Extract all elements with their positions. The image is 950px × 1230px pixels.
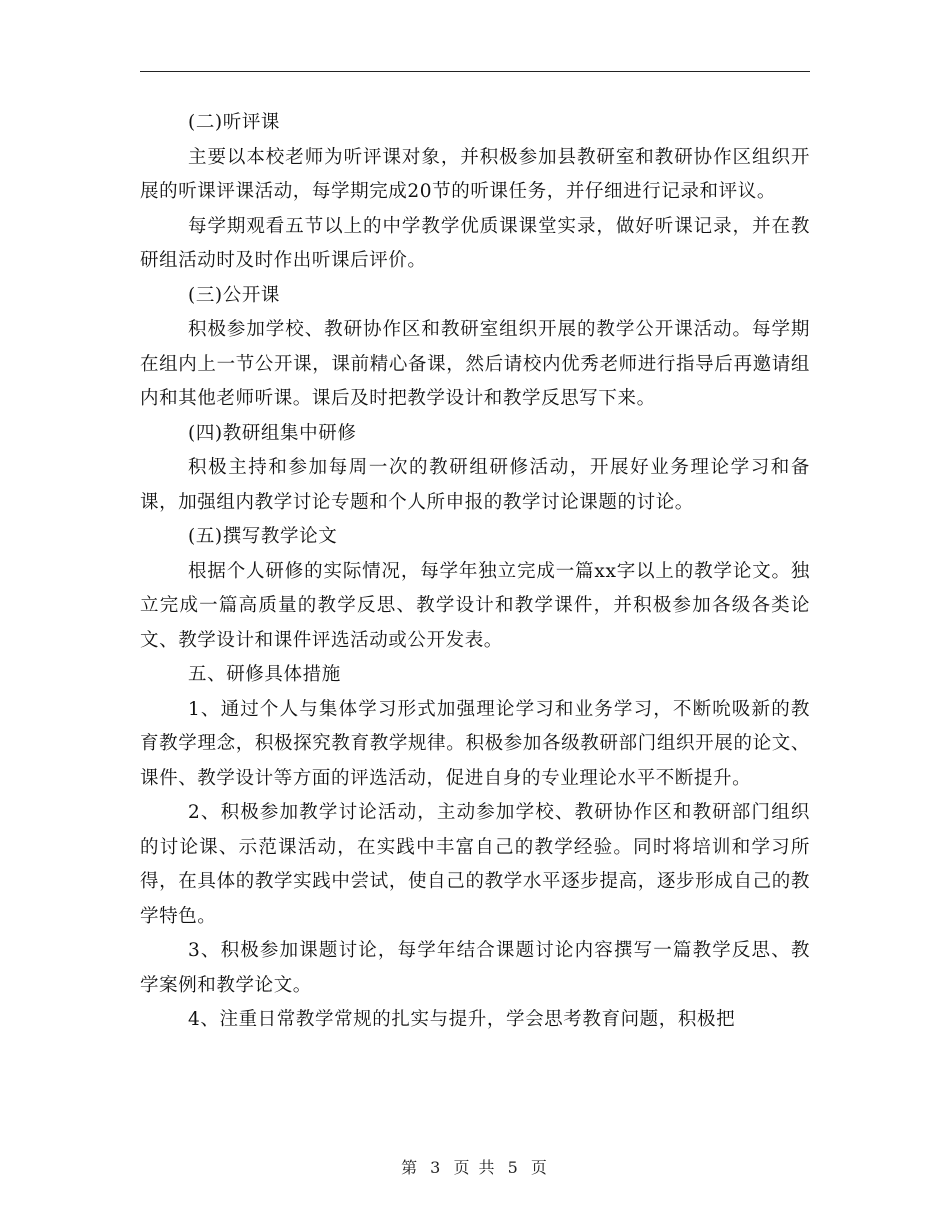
list-item: 3、积极参加课题讨论，每学年结合课题讨论内容撰写一篇教学反思、教学案例和教学论文。 <box>140 940 810 996</box>
footer-total-pages: 5 <box>507 1158 520 1177</box>
section-heading-write-papers: (五)撰写教学论文 <box>188 526 338 547</box>
paragraph: 积极主持和参加每周一次的教研组研修活动，开展好业务理论学习和备课，加强组内教学讨论专题和个人所申报的教学讨论课题的讨论。 <box>140 457 810 513</box>
header-rule <box>140 71 810 72</box>
section-heading-listen-evaluate: (二)听评课 <box>188 112 281 133</box>
paragraph: 根据个人研修的实际情况，每学年独立完成一篇xx字以上的教学论文。独立完成一篇高质量的教学反思、教学设计和教学课件，并积极参加各级各类论文、教学设计和课件评选活动或公开发表。 <box>140 560 810 651</box>
footer-current-page: 3 <box>430 1158 443 1177</box>
footer-suffix: 页 <box>530 1158 549 1177</box>
document-body <box>140 106 810 1038</box>
section-heading-measures: 五、研修具体措施 <box>188 664 341 685</box>
paragraph: 主要以本校老师为听评课对象，并积极参加县教研室和教研协作区组织开展的听课评课活动，每学期完成20节的听课任务，并仔细进行记录和评议。 <box>140 146 810 202</box>
footer-prefix: 第 <box>401 1158 420 1177</box>
page-footer <box>0 1155 950 1178</box>
footer-middle: 页 共 <box>453 1158 497 1177</box>
section-heading-group-study: (四)教研组集中研修 <box>188 422 357 444</box>
section-heading-open-class: (三)公开课 <box>188 284 281 306</box>
list-item: 2、积极参加教学讨论活动，主动参加学校、教研协作区和教研部门组织的讨论课、示范课活动，在实践中丰富自己的教学经验。同时将培训和学习所得，在具体的教学实践中尝试，使自己的教学水平逐步提高，逐步形成自己的教学特色。 <box>140 802 810 927</box>
paragraph: 积极参加学校、教研协作区和教研室组织开展的教学公开课活动。每学期在组内上一节公开课，课前精心备课，然后请校内优秀老师进行指导后再邀请组内和其他老师听课。课后及时把教学设计和教学反思写下来。 <box>140 319 810 409</box>
list-item: 1、通过个人与集体学习形式加强理论学习和业务学习，不断吮吸新的教育教学理念，积极探究教育教学规律。积极参加各级教研部门组织开展的论文、课件、教学设计等方面的评选活动，促进自身的专业理论水平不断提升。 <box>140 698 810 789</box>
list-item: 4、注重日常教学常规的扎实与提升，学会思考教育问题，积极把 <box>188 1009 736 1030</box>
paragraph: 每学期观看五节以上的中学教学优质课课堂实录，做好听课记录，并在教研组活动时及时作出听课后评价。 <box>140 215 810 271</box>
